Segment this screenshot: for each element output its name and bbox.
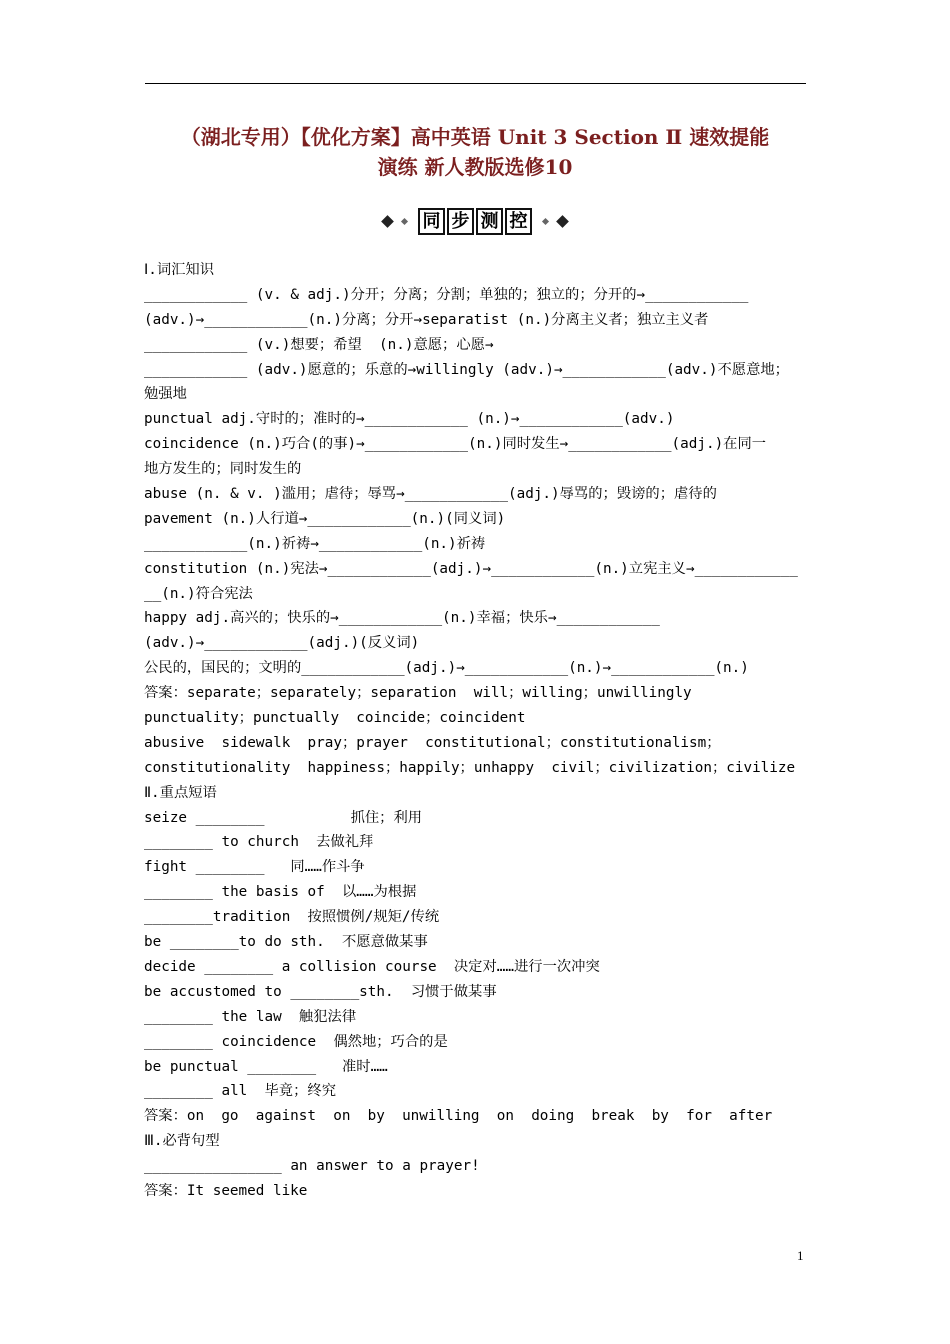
- content-line: ________tradition 按照惯例/规矩/传统: [144, 909, 440, 926]
- content-line: Ⅲ.必背句型: [144, 1133, 220, 1150]
- content-line: ____________ (adv.)愿意的；乐意的→willingly (adv.)→____________(adv.)不愿意地；: [144, 361, 789, 378]
- page-number: 1: [797, 1248, 804, 1263]
- content-line: 地方发生的；同时发生的: [144, 461, 302, 478]
- content-line: ________ coincidence 偶然地；巧合的是: [144, 1033, 448, 1050]
- content-line: Ⅱ.重点短语: [144, 784, 217, 801]
- banner-char: 同: [418, 208, 445, 235]
- content-line: ________________ an answer to a prayer!: [144, 1158, 480, 1175]
- content-line: 勉强地: [144, 386, 187, 403]
- content-line: ____________(n.)祈祷→____________(n.)祈祷: [144, 535, 486, 552]
- small-diamond-icon: [542, 217, 549, 224]
- content-line: constitution (n.)宪法→____________(adj.)→____________(n.)立宪主义→____________: [144, 560, 798, 577]
- content-line: ________ to church 去做礼拜: [144, 834, 374, 851]
- diamond-icon: [381, 215, 394, 228]
- banner-label: [418, 208, 532, 235]
- content-line: ________ all 毕竟；终究: [144, 1083, 336, 1100]
- content-line: ____________ (v.)想要；希望 (n.)意愿；心愿→: [144, 336, 494, 353]
- content-line: 答案：on go against on by unwilling on doing break by for after: [144, 1108, 773, 1125]
- content-line: ____________ (v. & adj.)分开；分离；分割；单独的；独立的；分开的→____________: [144, 286, 749, 303]
- content-line: pavement (n.)人行道→____________(n.)(同义词): [144, 510, 506, 527]
- content-line: punctuality；punctually coincide；coincident: [144, 710, 526, 727]
- banner-char: 控: [505, 208, 532, 235]
- content-line: fight ________ 同……作斗争: [144, 859, 365, 876]
- exercise-content: [144, 258, 816, 1204]
- banner-char: 步: [447, 208, 474, 235]
- doc-title-line-2: 演练 新人教版选修10: [377, 155, 573, 179]
- content-line: constitutionality happiness；happily；unhappy civil；civilization；civilize: [144, 759, 796, 776]
- banner-char: 测: [476, 208, 503, 235]
- content-line: happy adj.高兴的；快乐的→____________(n.)幸福；快乐→____________: [144, 610, 660, 627]
- content-line: be accustomed to ________sth. 习惯于做某事: [144, 983, 497, 1000]
- content-line: abusive sidewalk pray；prayer constitutional；constitutionalism；: [144, 734, 721, 751]
- diamond-icon: [556, 215, 569, 228]
- content-line: punctual adj.守时的；准时的→____________ (n.)→____________(adv.): [144, 411, 675, 428]
- content-line: ________ the basis of 以……为根据: [144, 884, 417, 901]
- content-line: (adv.)→____________(adj.)(反义词): [144, 635, 420, 652]
- content-line: be ________to do sth. 不愿意做某事: [144, 934, 428, 951]
- content-line: abuse (n. & v. )滥用；虐待；辱骂→____________(adj.)辱骂的；毁谤的；虐待的: [144, 486, 717, 503]
- content-line: decide ________ a collision course 决定对……进行一次冲突: [144, 958, 600, 975]
- content-line: (adv.)→____________(n.)分离；分开→separatist (n.)分离主义者；独立主义者: [144, 311, 709, 328]
- content-line: __(n.)符合宪法: [144, 585, 253, 602]
- small-diamond-icon: [401, 217, 408, 224]
- doc-title-line-1: （湖北专用）【优化方案】高中英语 Unit 3 Section Ⅱ 速效提能: [180, 125, 770, 149]
- content-line: coincidence (n.)巧合(的事)→____________(n.)同时发生→____________(adj.)在同一: [144, 436, 767, 453]
- content-line: ________ the law 触犯法律: [144, 1008, 357, 1025]
- content-line: 答案：It seemed like: [144, 1182, 308, 1199]
- content-line: 答案：separate；separately；separation will；willing；unwillingly: [144, 685, 692, 702]
- content-line: Ⅰ.词汇知识: [144, 262, 215, 278]
- content-line: be punctual ________ 准时……: [144, 1058, 388, 1075]
- content-line: 公民的，国民的；文明的____________(adj.)→____________(n.)→____________(n.): [144, 660, 749, 677]
- content-line: seize ________ 抓住；利用: [144, 809, 423, 826]
- header-rule: [145, 83, 806, 84]
- section-banner: [370, 205, 580, 237]
